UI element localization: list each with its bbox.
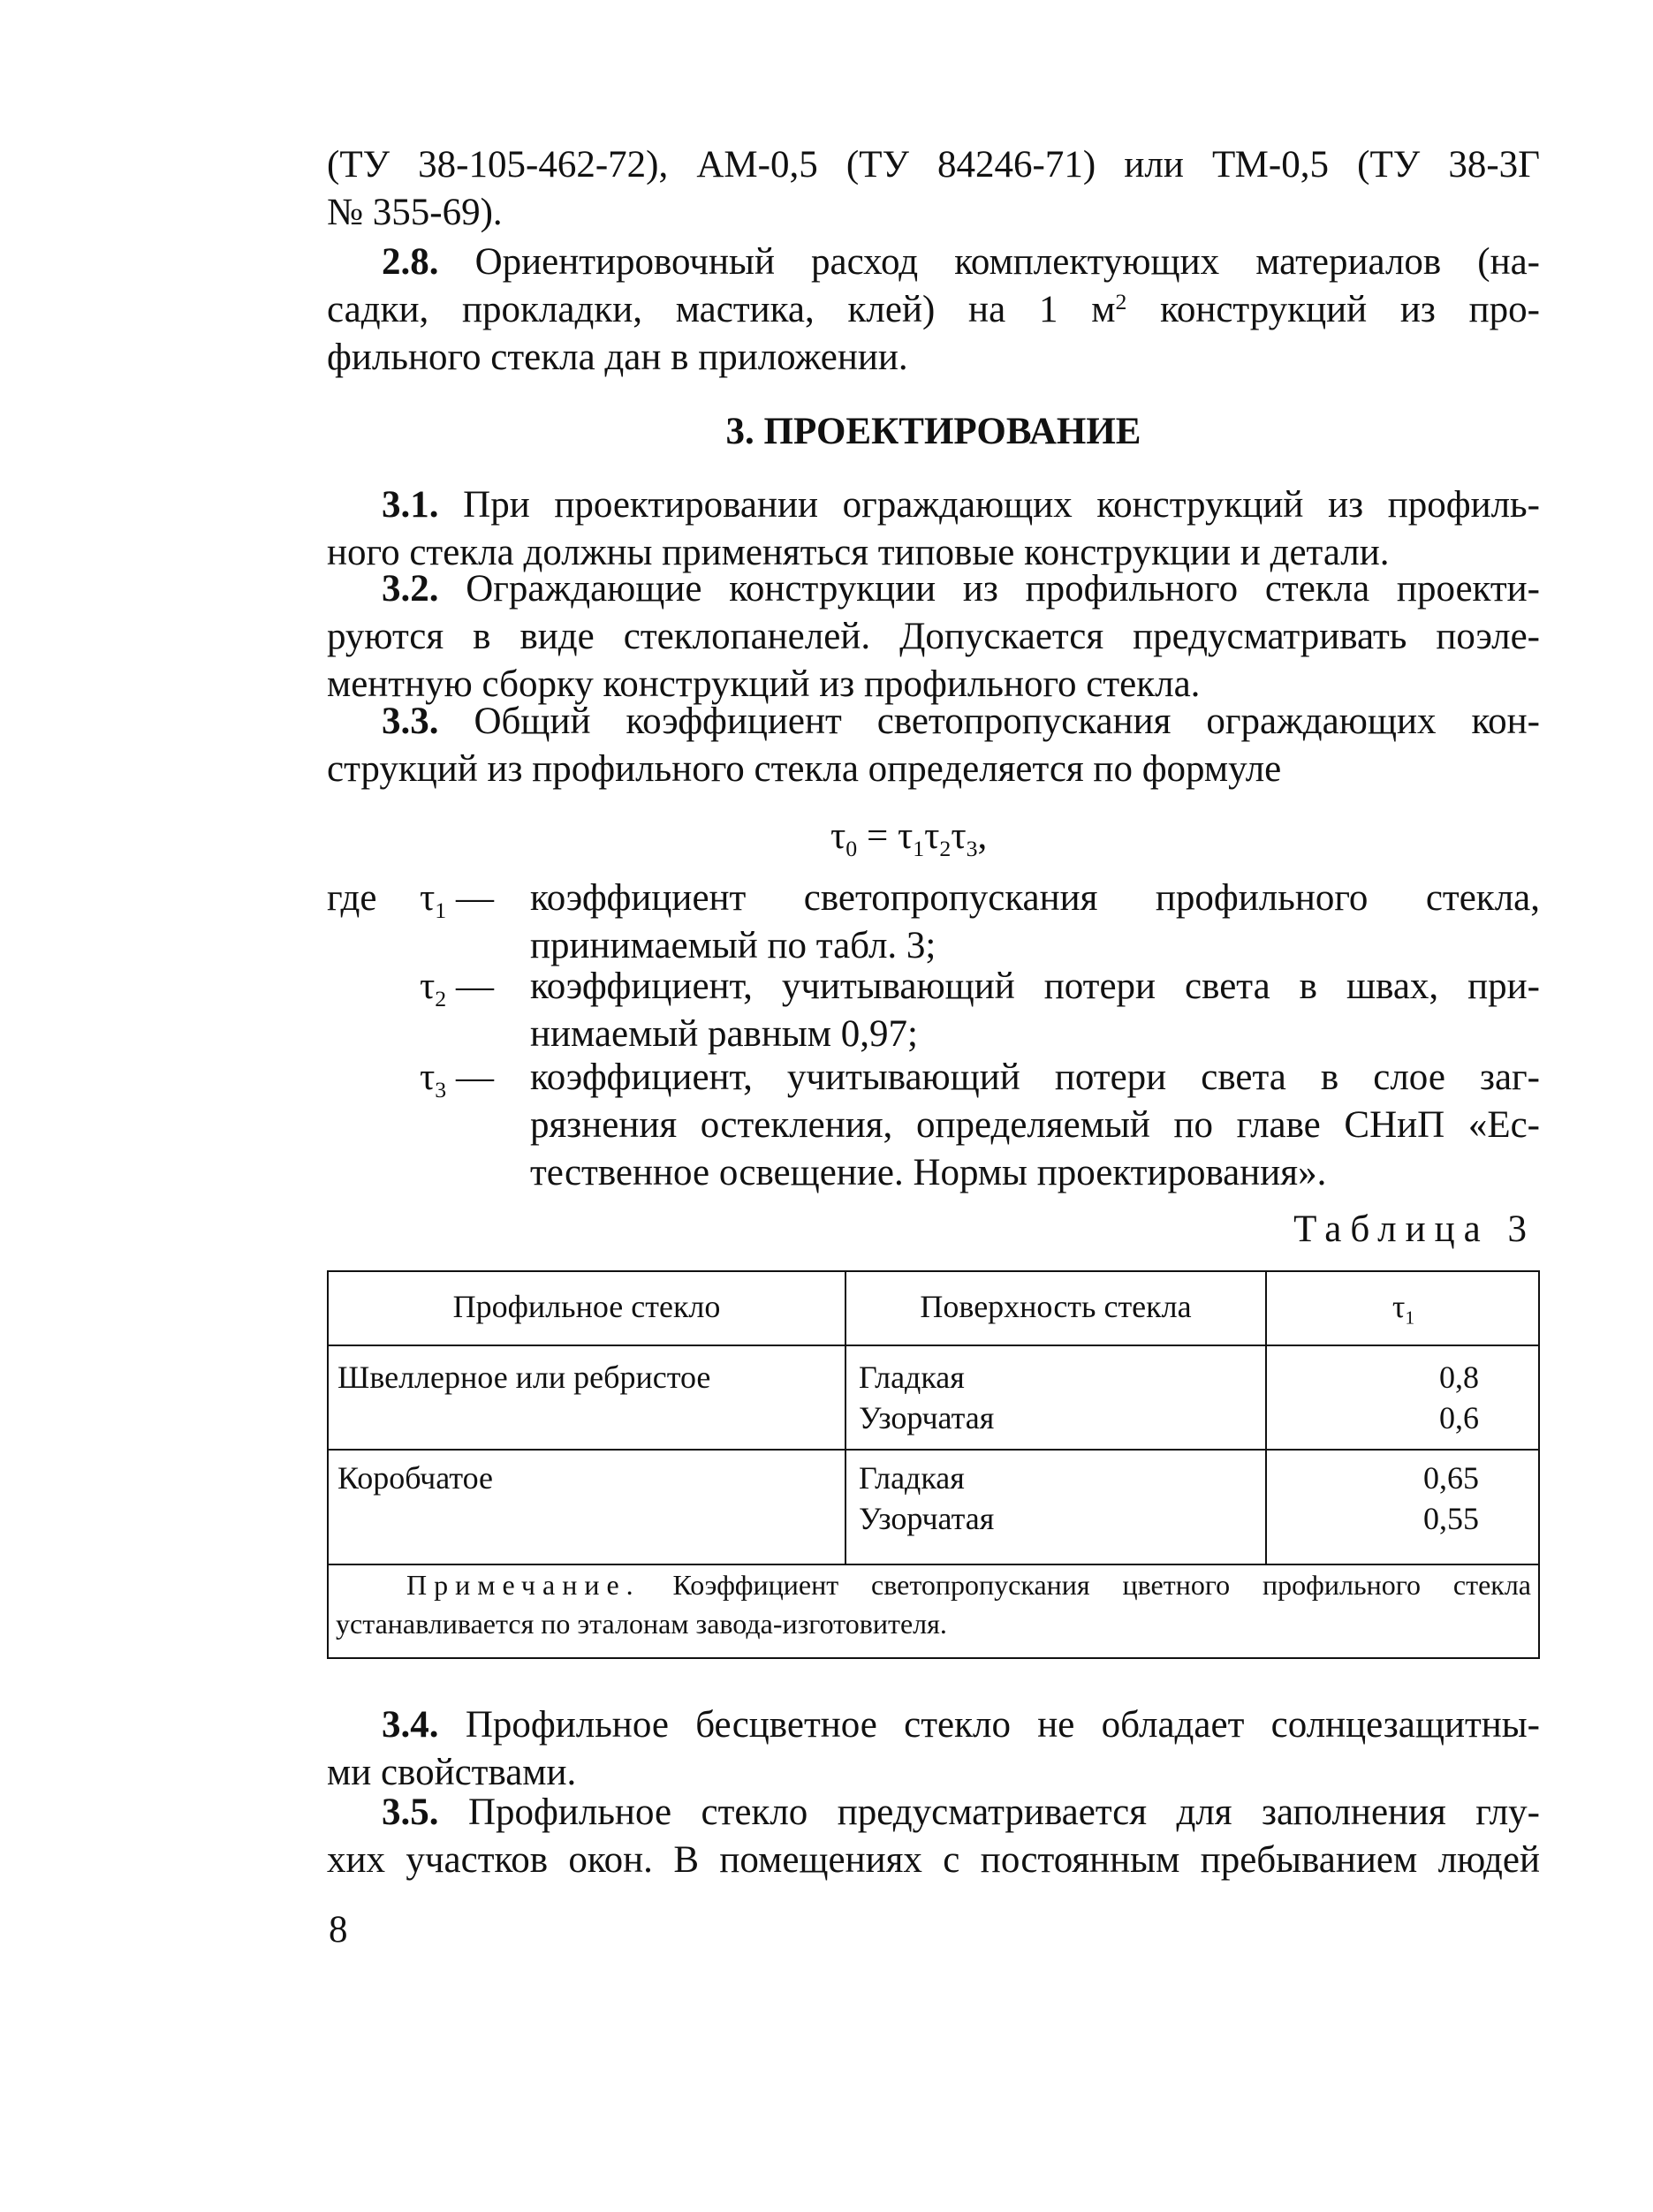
table-cell: Гладкая — [859, 1360, 965, 1395]
table-cell: 0,55 — [1423, 1501, 1479, 1536]
paragraph-3-3 — [327, 698, 1540, 793]
table-cell: 0,65 — [1423, 1460, 1479, 1496]
tau-symbol: τ — [1391, 1289, 1406, 1324]
column-header: Поверхность стекла — [920, 1289, 1192, 1324]
text-fragment: Профильное стекло предусматривается для заполнения глу- — [467, 1792, 1540, 1833]
tau-symbol: τ — [897, 815, 914, 857]
table-cell: Узорчатая — [859, 1501, 995, 1536]
subscript: 2 — [939, 836, 952, 862]
definition-symbol — [420, 875, 535, 922]
text-line — [327, 565, 1540, 613]
text-line: (ТУ 38-105-462-72), АМ-0,5 (ТУ 84246-71) или ТМ-0,5 (ТУ 38-3Г — [327, 144, 1540, 186]
tau-symbol: τ — [951, 815, 967, 857]
formula-comma: , — [977, 815, 988, 857]
text-line: нимаемый равным 0,97; — [530, 1013, 918, 1055]
where-label: где — [327, 877, 377, 919]
text-fragment: Профильное бесцветное стекло не обладает солнцезащитны- — [465, 1704, 1540, 1746]
equals-sign: = — [857, 815, 898, 857]
subscript: 1 — [913, 836, 925, 862]
table-divider — [329, 1449, 1538, 1451]
text-fragment: Ориентировочный расход комплектующих материалов (на- — [474, 241, 1540, 283]
text-line — [327, 1789, 1540, 1837]
note-label: Примечание. — [406, 1569, 641, 1601]
data-table — [327, 1270, 1540, 1659]
table-cell: Швеллерное или ребристое — [337, 1360, 711, 1395]
definition-text — [530, 963, 1540, 1058]
text-fragment: При проектировании ограждающих конструкций из профиль- — [463, 484, 1540, 526]
definition-symbol — [420, 1054, 535, 1102]
text-line — [327, 239, 1540, 286]
text-line: рязнения остекления, определяемый по главе СНиП «Ес- — [530, 1104, 1540, 1146]
text-fragment: Ограждающие конструкции из профильного стекла проекти- — [466, 568, 1541, 610]
definition-symbol — [420, 963, 535, 1011]
text-line: струкций из профильного стекла определяется по формуле — [327, 748, 1282, 790]
subscript: 2 — [435, 986, 447, 1012]
text-line: коэффициент, учитывающий потери света в швах, при- — [530, 966, 1540, 1007]
text-fragment: конструкций из про- — [1160, 289, 1540, 330]
continuation-paragraph — [327, 141, 1540, 237]
dash: — — [455, 1057, 494, 1098]
paragraph-3-1 — [327, 481, 1540, 577]
text-line — [327, 1701, 1540, 1749]
text-line: коэффициент светопропускания профильного стекла, — [530, 877, 1540, 919]
paragraph-3-4 — [327, 1701, 1540, 1797]
text-line: хих участков окон. В помещениях с постоянным пребыванием людей — [327, 1839, 1540, 1881]
paragraph-3-5 — [327, 1789, 1540, 1884]
subscript: 1 — [1405, 1307, 1415, 1329]
tau-symbol: τ — [420, 966, 436, 1007]
clause-number: 3.5. — [382, 1792, 439, 1833]
section-heading: 3. ПРОЕКТИРОВАНИЕ — [725, 411, 1141, 452]
note-text: Коэффициент светопропускания цветного профильного стекла устанавливается по эталонам завода-изготовителя. — [336, 1569, 1532, 1640]
subscript: 1 — [435, 898, 447, 924]
column-header — [1267, 1286, 1540, 1327]
subscript: 3 — [966, 836, 978, 862]
text-fragment: садки, прокладки, мастика, клей) на 1 м — [327, 289, 1116, 330]
subscript: 0 — [845, 836, 858, 862]
table-cell: 0,8 — [1439, 1360, 1479, 1395]
table-note — [336, 1565, 1531, 1643]
table-divider — [329, 1345, 1538, 1346]
text-line — [327, 698, 1540, 746]
dash: — — [455, 877, 494, 919]
formula — [830, 813, 987, 860]
tau-symbol: τ — [420, 877, 436, 919]
clause-number: 3.4. — [382, 1704, 439, 1746]
table-cell: Узорчатая — [859, 1400, 995, 1436]
definition-text — [530, 875, 1540, 970]
clause-number: 3.3. — [382, 701, 439, 742]
text-line: № 355-69). — [327, 192, 503, 233]
table-cell: Гладкая — [859, 1460, 965, 1496]
text-line: ми свойствами. — [327, 1752, 577, 1793]
clause-number: 2.8. — [382, 241, 439, 283]
table-cell: 0,6 — [1439, 1400, 1479, 1436]
superscript: 2 — [1115, 288, 1127, 314]
text-line: фильного стекла дан в приложении. — [327, 337, 908, 378]
table-cell: Коробчатое — [337, 1460, 493, 1496]
column-header: Профильное стекло — [452, 1289, 721, 1324]
dash: — — [455, 966, 494, 1007]
text-line — [327, 481, 1540, 529]
page-number: 8 — [329, 1909, 348, 1951]
clause-number: 3.2. — [382, 568, 439, 610]
text-line — [327, 286, 1540, 334]
clause-number: 3.1. — [382, 484, 439, 526]
text-line: коэффициент, учитывающий потери света в слое заг- — [530, 1057, 1540, 1098]
subscript: 3 — [435, 1077, 447, 1103]
definition-text — [530, 1054, 1540, 1197]
text-line: принимаемый по табл. 3; — [530, 925, 936, 966]
tau-symbol: τ — [924, 815, 940, 857]
paragraph-3-2 — [327, 565, 1540, 708]
tau-symbol: τ — [830, 815, 846, 857]
tau-symbol: τ — [420, 1057, 436, 1098]
text-line: тественное освещение. Нормы проектирования». — [530, 1152, 1327, 1193]
text-line: ментную сборку конструкций из профильного стекла. — [327, 663, 1201, 705]
table-caption: Таблица 3 — [1293, 1208, 1535, 1250]
text-line: руются в виде стеклопанелей. Допускается предусматривать поэле- — [327, 616, 1540, 657]
paragraph-2-8 — [327, 239, 1540, 382]
text-fragment: Общий коэффициент светопропускания ограждающих кон- — [474, 701, 1541, 742]
text-line: ного стекла должны применяться типовые конструкции и детали. — [327, 532, 1390, 573]
